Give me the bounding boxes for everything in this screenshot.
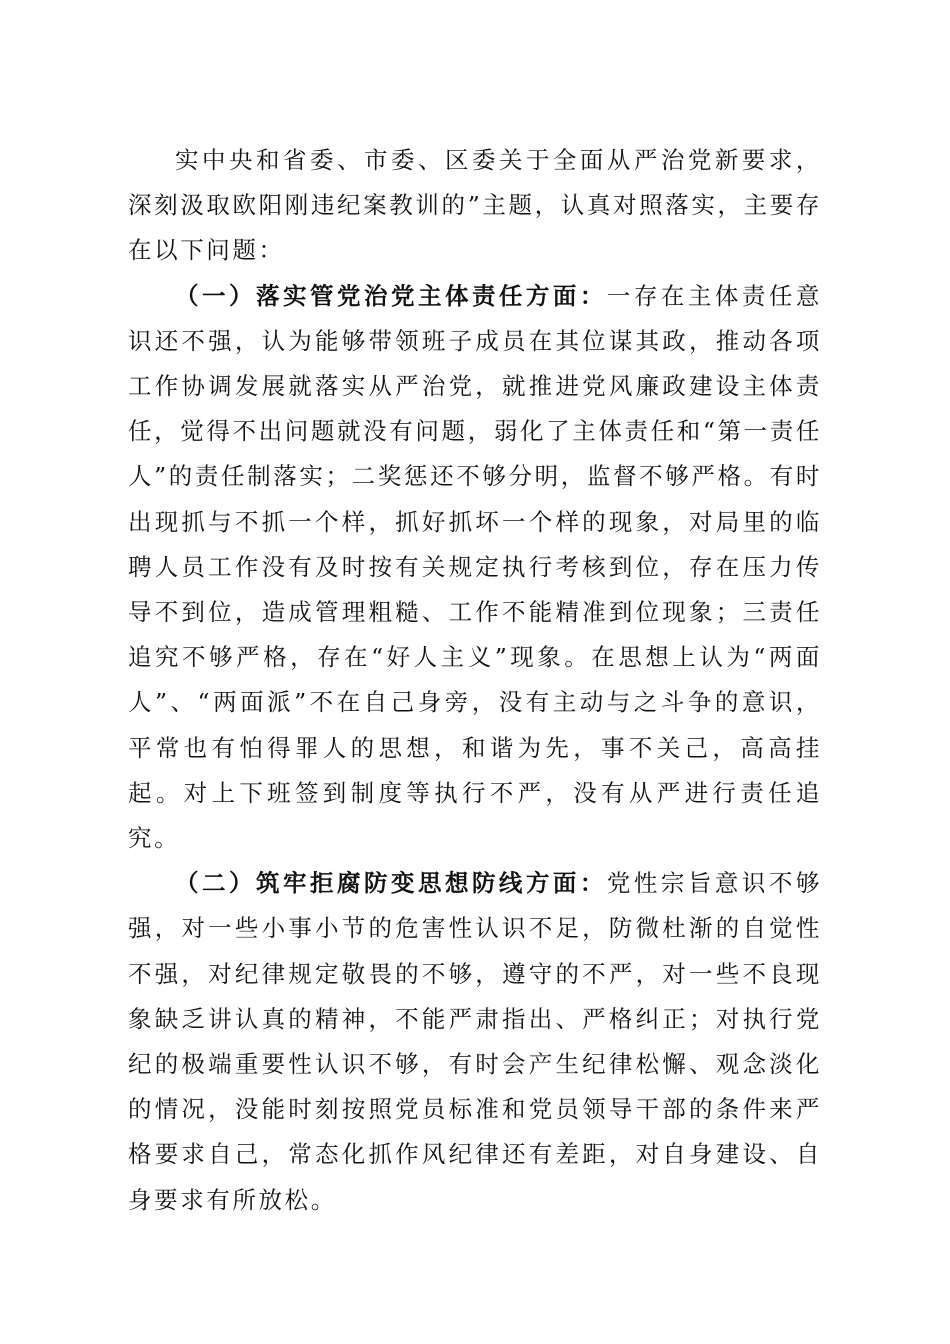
paragraph-section-two <box>128 861 822 1223</box>
document-body <box>128 138 822 1223</box>
section-one-heading: （一）落实管党治党主体责任方面： <box>175 281 607 310</box>
section-one-text: 一存在主体责任意识还不强，认为能够带领班子成员在其位谋其政，推动各项工作协调发展就落实从严治党，就推进党风廉政建设主体责任，觉得不出问题就没有问题，弱化了主体责任和“第一责任人”的责任制落实；二奖惩还不够分明，监督不够严格。有时出现抓与不抓一个样，抓好抓坏一个样的现象，对局里的临聘人员工作没有及时按有关规定执行考核到位，存在压力传导不到位，造成管理粗糙、工作不能精准到位现象；三责任追究不够严格，存在“好人主义”现象。在思想上认为“两面人”、“两面派”不在自己身旁，没有主动与之斗争的意识，平常也有怕得罪人的思想，和谐为先，事不关己，高高挂起。对上下班签到制度等执行不严，没有从严进行责任追究。 <box>128 281 822 853</box>
section-two-text: 党性宗旨意识不够强，对一些小事小节的危害性认识不足，防微杜渐的自觉性不强，对纪律规定敬畏的不够，遵守的不严，对一些不良现象缺乏讲认真的精神，不能严肃指出、严格纠正；对执行党纪的极端重要性认识不够，有时会产生纪律松懈、观念淡化的情况，没能时刻按照党员标准和党员领导干部的条件来严格要求自己，常态化抓作风纪律还有差距，对自身建设、自身要求有所放松。 <box>128 869 822 1214</box>
section-two-heading: （二）筑牢拒腐防变思想防线方面： <box>175 869 607 898</box>
paragraph-intro <box>128 138 822 274</box>
paragraph-section-one <box>128 274 822 862</box>
paragraph-intro-text: 实中央和省委、市委、区委关于全面从严治党新要求，深刻汲取欧阳刚违纪案教训的”主题，认真对照落实，主要存在以下问题： <box>128 146 822 265</box>
